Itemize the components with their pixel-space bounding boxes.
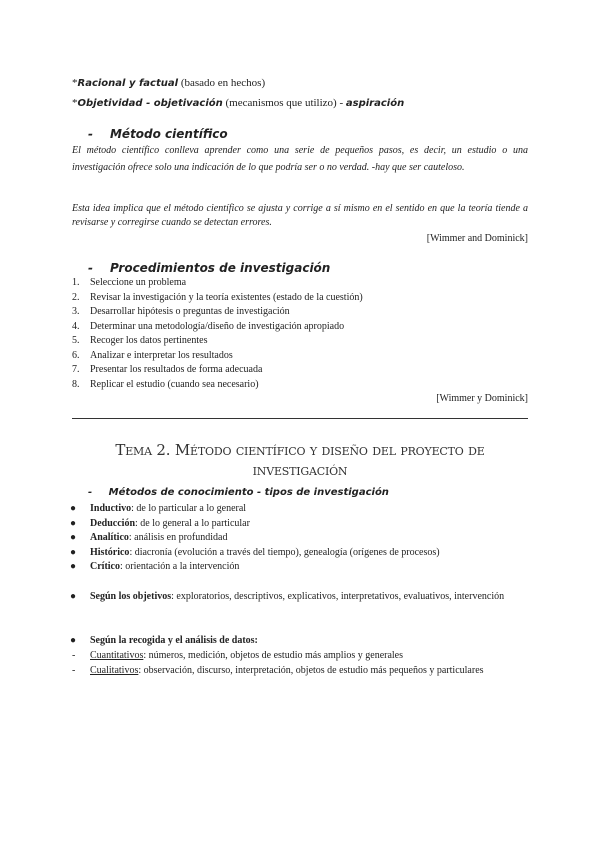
metodo-citation: [Wimmer and Dominick] [426,233,528,244]
list-item [70,517,250,531]
intro-line-1 [72,76,265,91]
list-number: 1. [72,277,80,288]
item-term: Analítico [90,532,129,543]
term-objetividad: Objetividad - objetivación [77,98,223,109]
item-text: : diacronía (evolución a través del tiempo), genealogía (orígenes de procesos) [129,546,440,558]
bullet-icon: ● [70,635,77,646]
list-item [70,502,247,516]
item-text: : exploratorios, descriptivos, explicativos, interpretativos, evaluativos, intervención [171,591,505,602]
list-number: 4. [72,320,80,332]
list-item [72,320,345,334]
item-text: : orientación a la intervención [120,561,240,572]
list-item [70,546,440,560]
sub-text: : observación, discurso, interpretación, objetos de estudio más pequeños y particulares [138,664,484,676]
list-number: 3. [72,306,80,317]
item-text: : de lo general a lo particular [135,517,250,529]
list-number: 8. [72,378,80,390]
list-text: Replicar el estudio (cuando sea necesario) [90,378,259,390]
bullet-icon: ● [70,561,77,572]
list-item [72,349,233,363]
bullet-icon: ● [70,532,77,543]
bullet-icon: ● [70,503,77,514]
list-number: 6. [72,349,80,361]
metodos-heading [88,486,389,500]
section-divider [72,418,528,419]
bullet-icon: ● [70,546,77,558]
recogida-item [70,634,258,648]
item-term: Según los objetivos [90,591,172,602]
sub-term: Cualitativos [90,664,139,676]
asterisk: * [72,97,78,109]
list-item [72,334,208,348]
item-term: Inductivo [90,503,132,514]
term-aspiracion: aspiración [345,98,405,109]
list-item [72,291,363,305]
list-text: Recoger los datos pertinentes [90,335,208,346]
metodo-paragraph-1: El método científico conlleva aprender como una serie de pequeños pasos, es decir, un estudio o una investigación ofrece solo una indicación de lo que podría ser o no verdad. -hay que ser cauteloso. [72,145,528,173]
list-text: Revisar la investigación y la teoría existentes (estado de la cuestión) [90,291,363,303]
procedimientos-heading-text: Procedimientos de investigación [109,261,331,275]
procedimientos-citation: [Wimmer y Dominick] [436,393,528,404]
list-item [72,305,290,319]
intro-line-2 [72,96,404,111]
list-item [70,531,228,545]
sub-text: : números, medición, objetos de estudio más amplios y generales [143,650,404,661]
page-title: Tema 2. Método científico y diseño del proyecto de investigación [115,441,485,479]
item-term: Deducción [90,517,135,529]
list-number: 2. [72,291,80,303]
term-racional: Racional y factual [77,78,179,89]
procedimientos-heading [88,260,330,276]
recogida-sub-item [72,649,404,663]
metodo-heading [88,126,228,142]
heading-dash: - [88,127,93,141]
objetivos-item [70,590,528,604]
sub-term: Cuantitativos [90,650,144,661]
list-text: Determinar una metodología/diseño de investigación apropiado [90,320,345,332]
list-item [70,560,240,574]
list-number: 7. [72,364,80,375]
metodo-heading-text: Método científico [109,127,228,141]
item-term: Histórico [90,546,130,558]
list-item [72,378,259,392]
intro-line-2-middle: (mecanismos que utilizo) - [222,97,346,109]
list-text: Presentar los resultados de forma adecuada [90,364,263,375]
item-text: : de lo particular a lo general [131,503,247,514]
list-item [72,363,263,377]
sub-dash: - [72,650,76,661]
bullet-icon: ● [70,517,77,529]
intro-line-1-rest: (basado en hechos) [178,77,266,89]
recogida-sub-item [72,664,528,678]
list-item [72,276,187,290]
sub-dash: - [72,664,76,676]
metodos-heading-text: Métodos de conocimiento - tipos de investigación [108,487,389,498]
asterisk: * [72,77,78,89]
heading-dash: - [88,487,93,498]
item-term: Crítico [90,561,120,572]
list-text: Analizar e interpretar los resultados [90,349,233,361]
list-number: 5. [72,335,80,346]
item-text: : análisis en profundidad [128,532,228,543]
list-text: Desarrollar hipótesis o preguntas de investigación [90,306,290,317]
item-term: Según la recogida y el análisis de datos: [90,635,258,646]
bullet-icon: ● [70,591,77,602]
list-text: Seleccione un problema [90,277,187,288]
metodo-paragraph-2: Esta idea implica que el método científico se ajusta y corrige a sí mismo en el sentido en que la teoría tiende a revisarse y corregirse cuando se detectan errores. [72,203,528,228]
heading-dash: - [88,261,93,275]
